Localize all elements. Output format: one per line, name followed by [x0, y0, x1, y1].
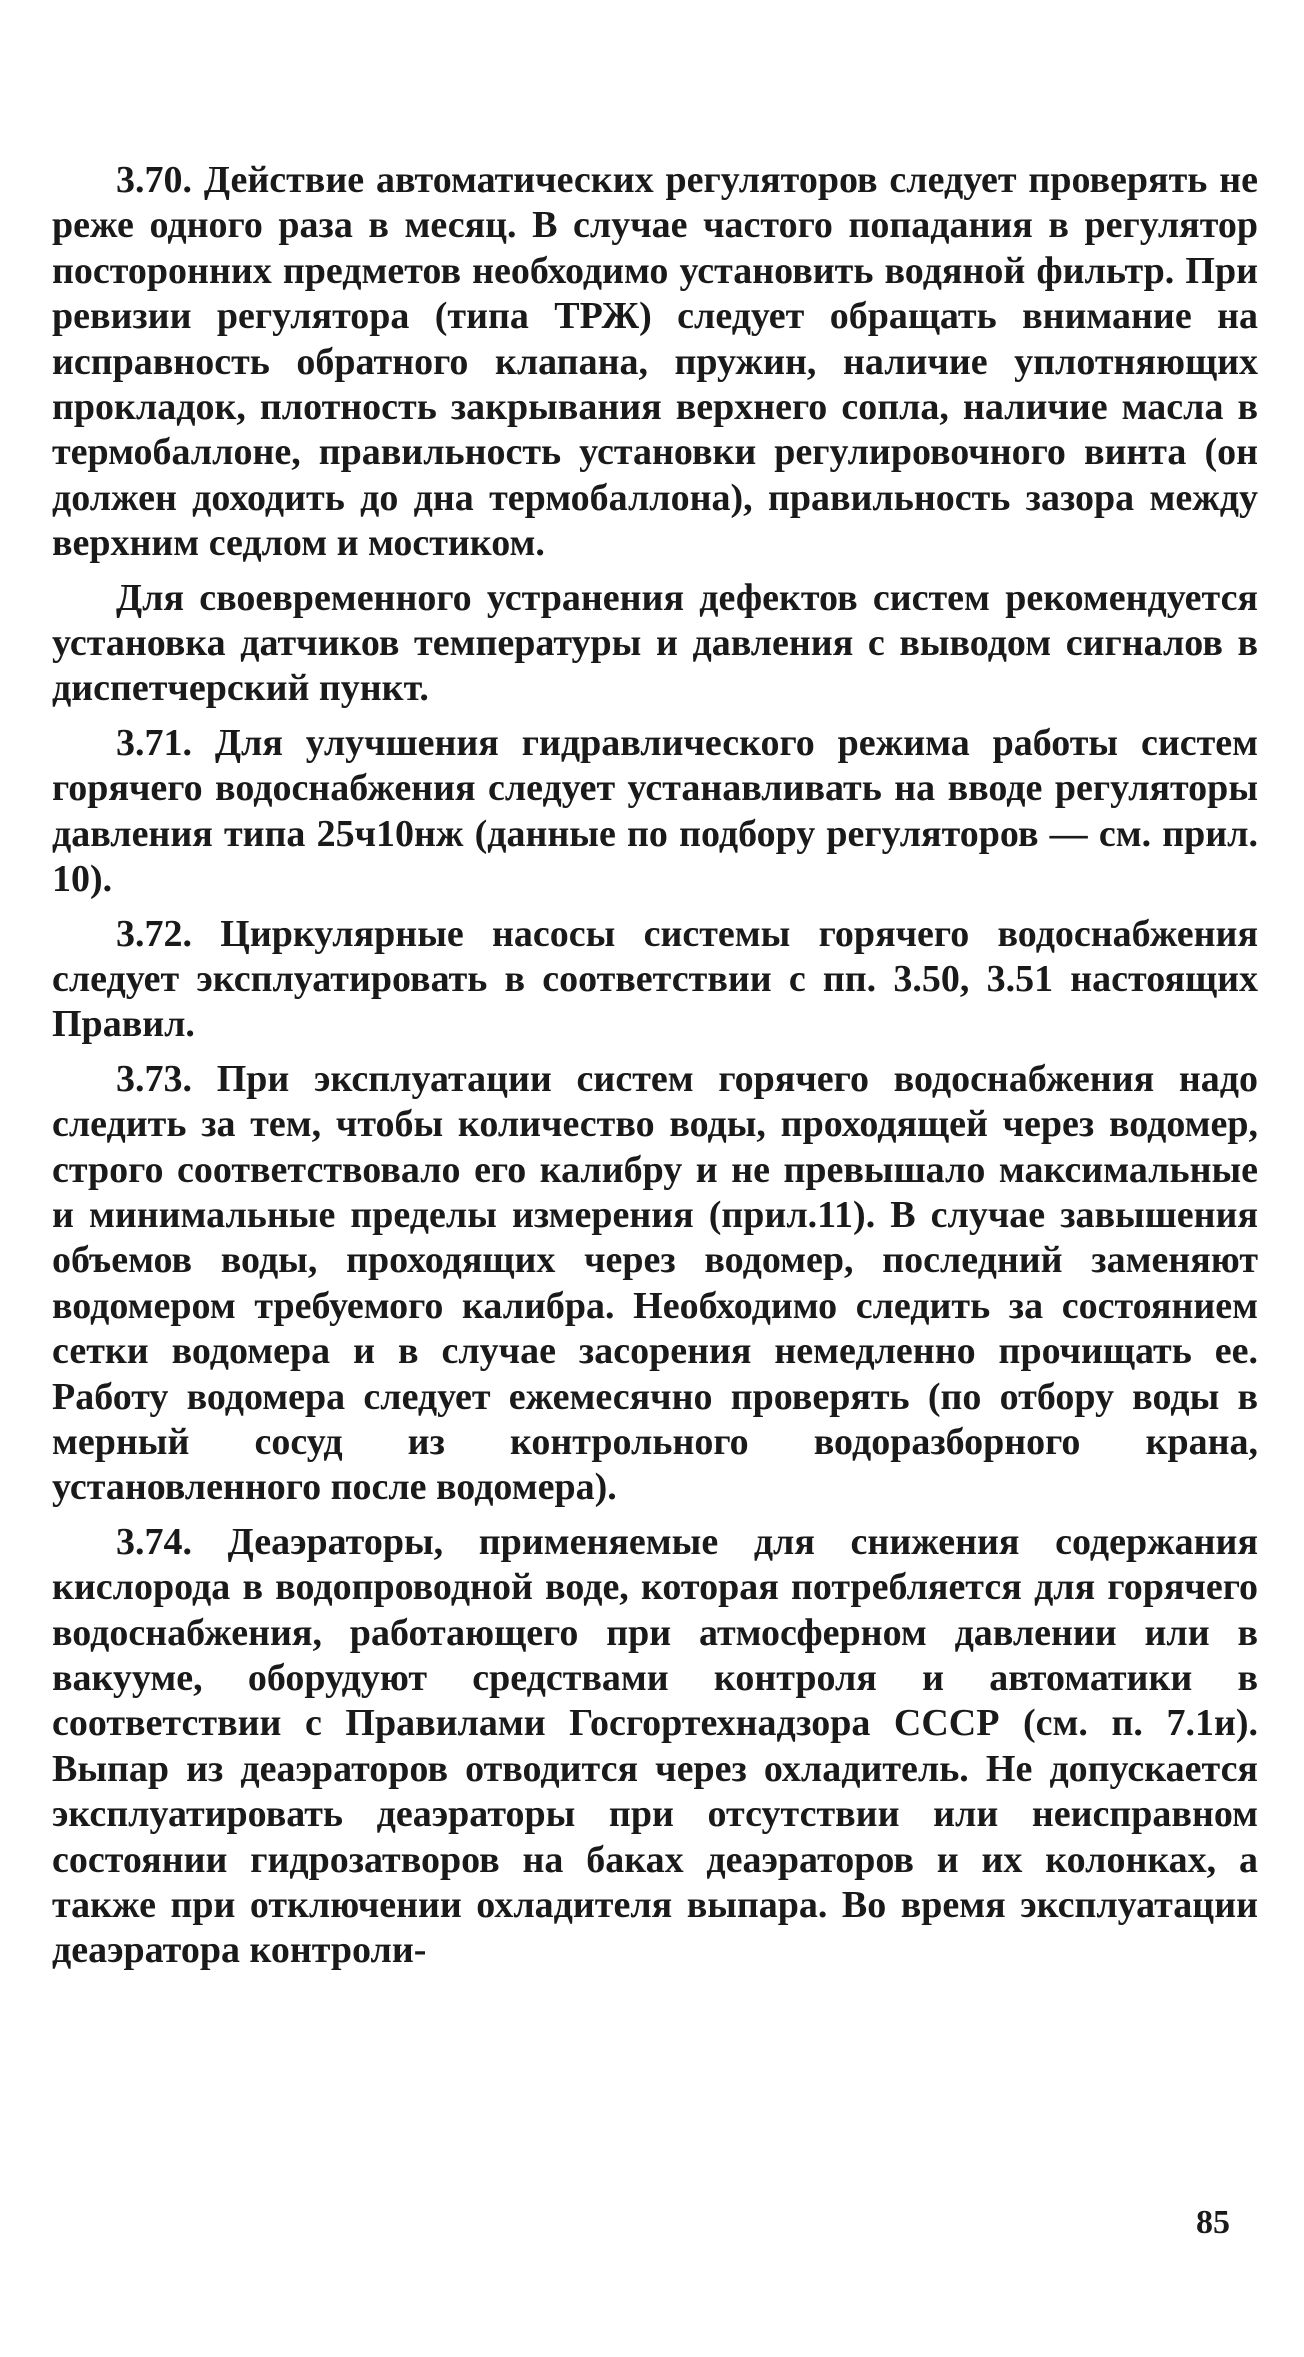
paragraph-text: При эксплуатации систем горячего водоснабжения надо следить за тем, чтобы количество воды, проходящей через водомер, строго соответствовало его калибру и не превышало максимальные и минимальные пределы измерения (прил.11). В случае завышения объемов воды, проходящих через водомер, последний заменяют водомером требуемого калибра. Необходимо следить за состоянием сетки водомера и в случае засорения немедленно прочищать ее. Работу водомера следует ежемесячно проверять (по отбору воды в мерный сосуд из контрольного водоразборного крана, установленного после водомера).	[52, 1057, 1258, 1509]
paragraph-3-70-continued	[52, 576, 1258, 712]
paragraph-number: 3.73.	[116, 1057, 192, 1100]
paragraph-3-70	[52, 158, 1258, 567]
paragraph-text: Действие автоматических регуляторов следует проверять не реже одного раза в месяц. В случае частого попадания в регулятор посторонних предметов необходимо установить водяной фильтр. При ревизии регулятора (типа ТРЖ) следует обращать внимание на исправность обратного клапана, пружин, наличие уплотняющих прокладок, плотность закрывания верхнего сопла, наличие масла в термобаллоне, правильность установки регулировочного винта (он должен доходить до дна термобаллона), правильность зазора между верхним седлом и мостиком.	[52, 159, 1259, 565]
paragraph-number: 3.71.	[116, 721, 192, 764]
paragraph-3-72	[52, 912, 1258, 1048]
document-body	[52, 158, 1258, 1983]
paragraph-text: Для своевременного устранения дефектов систем рекомендуется установка датчиков температуры и давления с выводом сигналов в диспетчерский пункт.	[52, 576, 1258, 710]
paragraph-text: Для улучшения гидравлического режима работы систем горячего водоснабжения следует устанавливать на вводе регуляторы давления типа 25ч10нж (данные по подбору регуляторов — см. прил. 10).	[52, 721, 1258, 901]
paragraph-number: 3.72.	[116, 912, 192, 955]
paragraph-number: 3.74.	[116, 1520, 192, 1563]
paragraph-3-71	[52, 721, 1258, 903]
paragraph-text: Циркулярные насосы системы горячего водоснабжения следует эксплуатировать в соответствии с пп. 3.50, 3.51 настоящих Правил.	[52, 912, 1258, 1046]
paragraph-3-74	[52, 1520, 1258, 1974]
paragraph-number: 3.70.	[116, 159, 192, 201]
paragraph-text: Деаэраторы, применяемые для снижения содержания кислорода в водопроводной воде, которая потребляется для горячего водоснабжения, работающего при атмосферном давлении или в вакууме, оборудуют средствами контроля и автоматики в соответствии с Правилами Госгортехнадзора СССР (см. п. 7.1и). Выпар из деаэраторов отводится через охладитель. Не допускается эксплуатировать деаэраторы при отсутствии или неисправном состоянии гидрозатворов на баках деаэраторов и их колонках, а также при отключении охладителя выпара. Во время эксплуатации деаэратора контроли-	[52, 1520, 1259, 1972]
paragraph-3-73	[52, 1057, 1258, 1511]
page-number: 85	[1196, 2204, 1230, 2241]
